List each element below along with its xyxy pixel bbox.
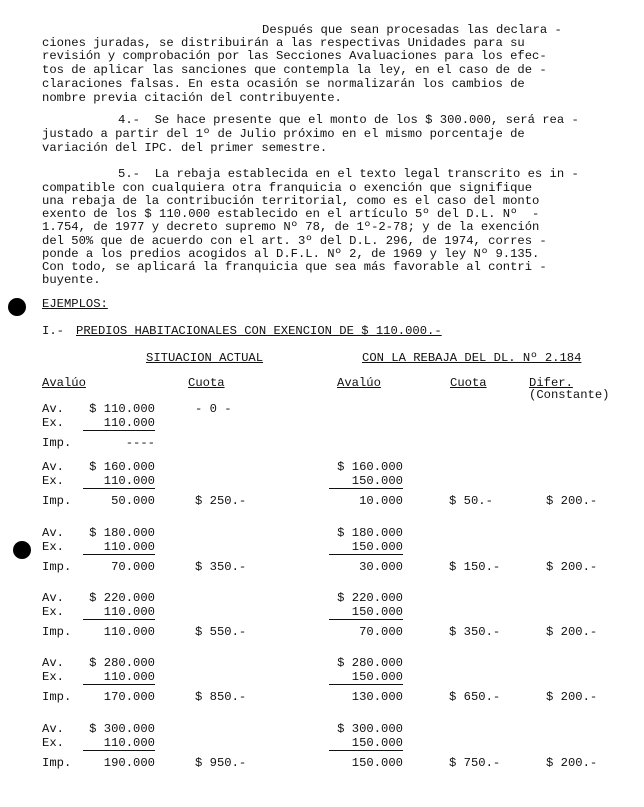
imponible-rebaja: 10.000: [359, 494, 403, 508]
text-line: ciones juradas, se distribuirán a las respectivas Unidades para su: [42, 36, 525, 50]
imponible-actual: 70.000: [111, 560, 155, 574]
text-line: del 50% que de acuerdo con el art. 3º del D.L. 296, de 1974, corres -: [42, 234, 547, 248]
column-constante: (Constante): [529, 388, 610, 402]
text-line: una rebaja de la contribución territorial, como es el caso del monto: [42, 194, 540, 208]
row-label-imp: Imp.: [42, 436, 72, 450]
text-line: Después que sean procesadas las declara -: [262, 23, 562, 37]
heading-con-rebaja: CON LA REBAJA DEL DL. Nº 2.184: [362, 351, 582, 365]
text-line: variación del IPC. del primer semestre.: [42, 141, 328, 155]
imponible-actual: 50.000: [111, 494, 155, 508]
text-line: Con todo, se aplicará la franquicia que sea más favorable al contri -: [42, 260, 547, 274]
imponible-rebaja: 150.000: [351, 756, 403, 770]
diferencia: $ 200.-: [546, 625, 598, 639]
text-line: claraciones falsas. En esta ocasión se normalizarán los cambios de: [42, 77, 525, 91]
column-cuota-rebaja: Cuota: [450, 376, 487, 390]
row-label-av: Av.: [42, 722, 64, 736]
avaluo-actual: $ 220.000: [89, 591, 155, 605]
text-line: revisión y comprobación por las Secciones Avaluaciones para los efec-: [42, 49, 547, 63]
imponible-actual: 190.000: [103, 756, 155, 770]
text-line: tos de aplicar las sanciones que contempla la ley, en el caso de de -: [42, 63, 547, 77]
exencion-rebaja: 150.000: [329, 606, 403, 620]
text-line: 1.754, de 1977 y decreto supremo Nº 78, de 1º-2-78; y de la exención: [42, 220, 540, 234]
imponible-actual: ----: [125, 436, 155, 450]
text-line: buyente.: [42, 273, 101, 287]
exencion-actual: 110.000: [83, 417, 155, 431]
exencion-actual: 110.000: [83, 541, 155, 555]
cuota-rebaja: $ 150.-: [449, 560, 501, 574]
imponible-rebaja: 130.000: [351, 690, 403, 704]
row-label-av: Av.: [42, 526, 64, 540]
cuota-actual: $ 850.-: [195, 690, 247, 704]
diferencia: $ 200.-: [546, 756, 598, 770]
diferencia: $ 200.-: [546, 494, 598, 508]
avaluo-actual: $ 160.000: [89, 460, 155, 474]
avaluo-actual: $ 180.000: [89, 526, 155, 540]
imponible-rebaja: 70.000: [359, 625, 403, 639]
exencion-actual: 110.000: [83, 737, 155, 751]
avaluo-rebaja: $ 300.000: [337, 722, 403, 736]
text-line: exento de los $ 110.000 establecido en el artículo 5º del D.L. Nº -: [42, 207, 540, 221]
punch-hole-bottom: [13, 541, 31, 559]
text-line: 4.- Se hace presente que el monto de los $ 300.000, será rea -: [118, 113, 579, 127]
exencion-rebaja: 150.000: [329, 475, 403, 489]
column-avaluo-rebaja: Avalúo: [337, 376, 381, 390]
text-line: 5.- La rebaja establecida en el texto legal transcrito es in -: [118, 167, 579, 181]
avaluo-rebaja: $ 280.000: [337, 656, 403, 670]
row-label-imp: Imp.: [42, 625, 72, 639]
imponible-actual: 170.000: [103, 690, 155, 704]
avaluo-rebaja: $ 180.000: [337, 526, 403, 540]
row-label-ex: Ex.: [42, 670, 64, 684]
section-number: I.-: [42, 324, 64, 338]
exencion-rebaja: 150.000: [329, 671, 403, 685]
row-label-imp: Imp.: [42, 756, 72, 770]
column-diferencia: Difer.: [529, 376, 573, 390]
text-line: compatible con cualquiera otra franquicia o exención que signifique: [42, 181, 533, 195]
row-label-imp: Imp.: [42, 560, 72, 574]
cuota-actual: - 0 -: [195, 402, 232, 416]
avaluo-actual: $ 300.000: [89, 722, 155, 736]
row-label-av: Av.: [42, 460, 64, 474]
avaluo-actual: $ 110.000: [89, 402, 155, 416]
section-title: PREDIOS HABITACIONALES CON EXENCION DE $ 110.000.-: [76, 324, 442, 338]
row-label-imp: Imp.: [42, 690, 72, 704]
imponible-actual: 110.000: [103, 625, 155, 639]
row-label-av: Av.: [42, 402, 64, 416]
row-label-av: Av.: [42, 591, 64, 605]
cuota-rebaja: $ 50.-: [449, 494, 493, 508]
text-line: ponde a los predios acogidos al D.F.L. Nº 2, de 1969 y ley Nº 9.135.: [42, 247, 540, 261]
cuota-actual: $ 950.-: [195, 756, 247, 770]
row-label-ex: Ex.: [42, 474, 64, 488]
diferencia: $ 200.-: [546, 690, 598, 704]
row-label-ex: Ex.: [42, 416, 64, 430]
avaluo-rebaja: $ 160.000: [337, 460, 403, 474]
cuota-rebaja: $ 350.-: [449, 625, 501, 639]
avaluo-rebaja: $ 220.000: [337, 591, 403, 605]
column-avaluo-actual: Avalúo: [42, 376, 86, 390]
text-line: justado a partir del 1º de Julio próximo en el mismo porcentaje de: [42, 127, 525, 141]
row-label-ex: Ex.: [42, 605, 64, 619]
row-label-imp: Imp.: [42, 494, 72, 508]
exencion-actual: 110.000: [83, 606, 155, 620]
row-label-ex: Ex.: [42, 540, 64, 554]
row-label-ex: Ex.: [42, 736, 64, 750]
avaluo-actual: $ 280.000: [89, 656, 155, 670]
exencion-rebaja: 150.000: [329, 541, 403, 555]
ejemplos-heading: EJEMPLOS:: [42, 297, 108, 311]
cuota-actual: $ 550.-: [195, 625, 247, 639]
exencion-actual: 110.000: [83, 671, 155, 685]
cuota-actual: $ 350.-: [195, 560, 247, 574]
exencion-actual: 110.000: [83, 475, 155, 489]
column-cuota-actual: Cuota: [188, 376, 225, 390]
cuota-rebaja: $ 650.-: [449, 690, 501, 704]
cuota-rebaja: $ 750.-: [449, 756, 501, 770]
row-label-av: Av.: [42, 656, 64, 670]
cuota-actual: $ 250.-: [195, 494, 247, 508]
imponible-rebaja: 30.000: [359, 560, 403, 574]
text-line: nombre previa citación del contribuyente.: [42, 91, 342, 105]
punch-hole-top: [8, 298, 26, 316]
diferencia: $ 200.-: [546, 560, 598, 574]
exencion-rebaja: 150.000: [329, 737, 403, 751]
heading-situacion-actual: SITUACION ACTUAL: [146, 351, 264, 365]
